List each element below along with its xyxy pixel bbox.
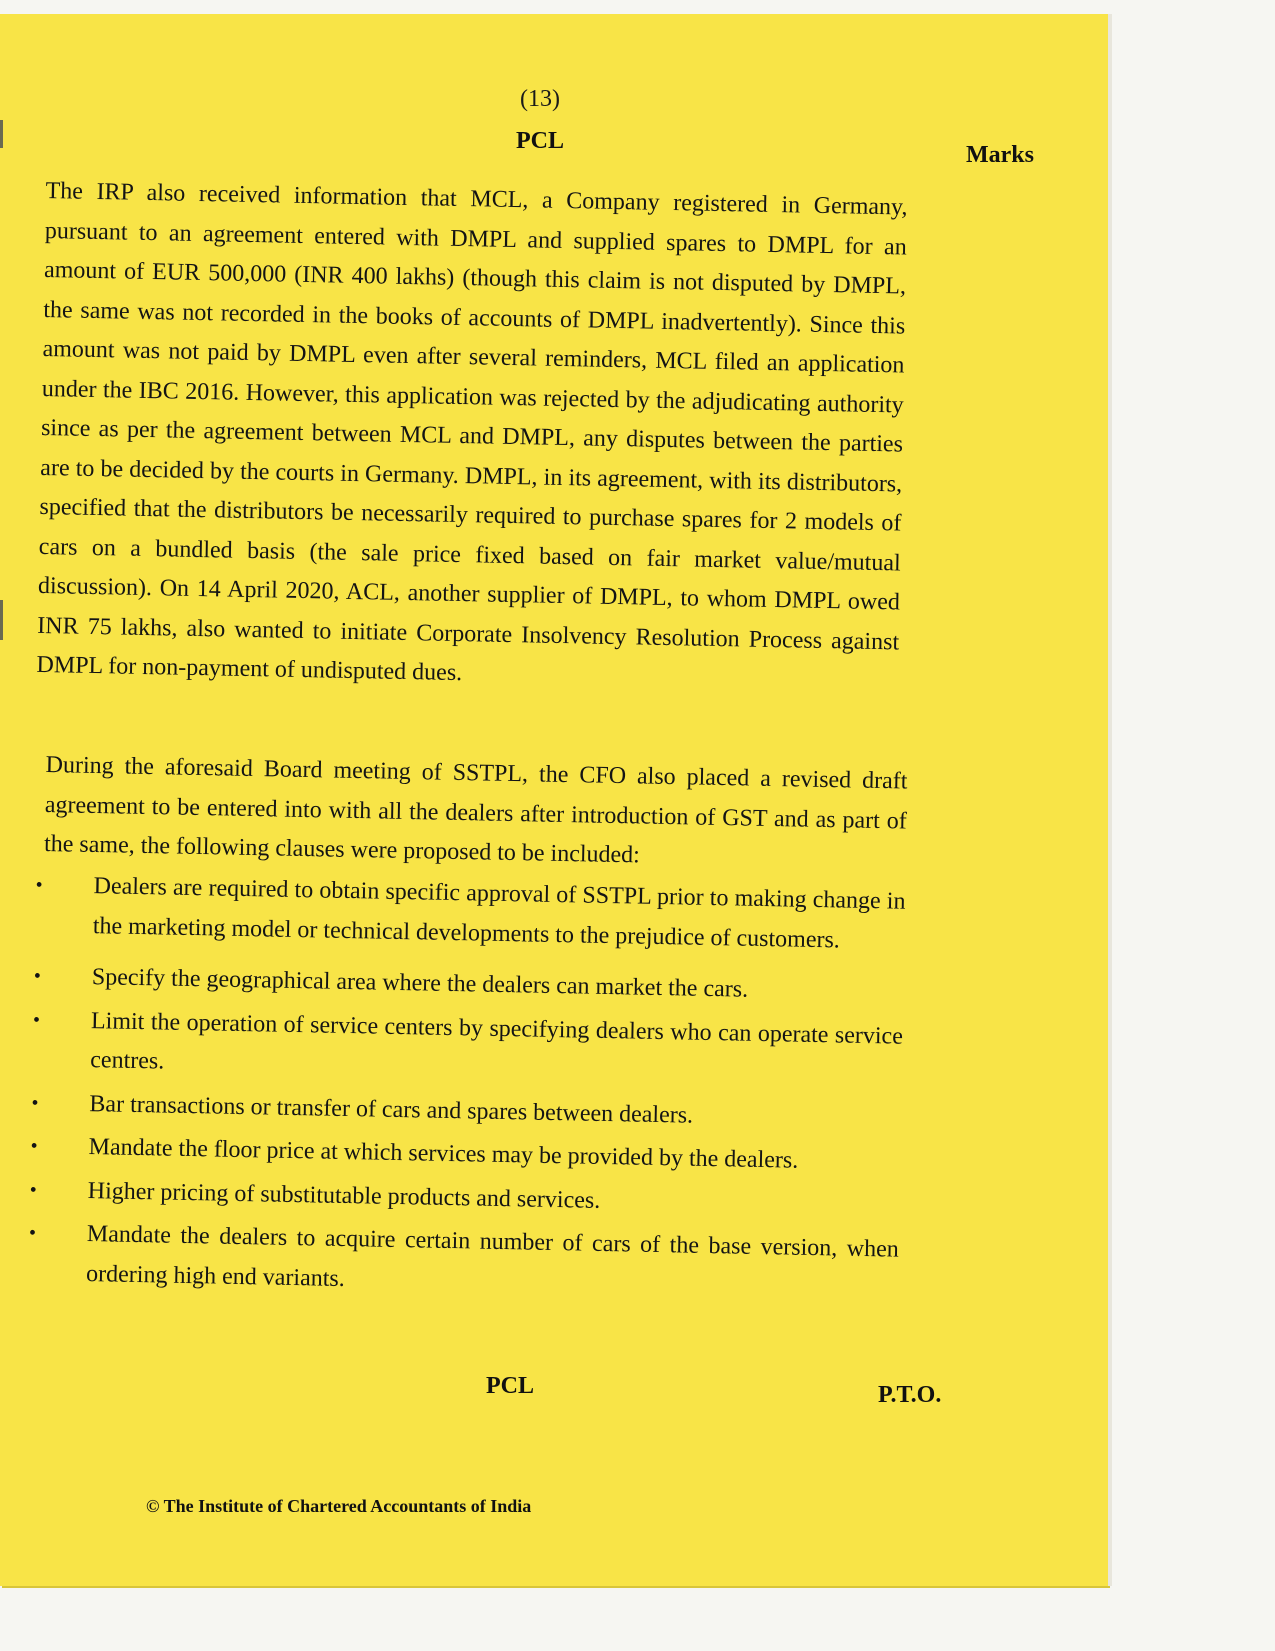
bullet-icon: • (29, 1178, 38, 1201)
bullet-icon: • (32, 1008, 41, 1031)
bullet-icon: • (30, 1134, 38, 1158)
clause-text: Higher pricing of substitutable products and services. (87, 1177, 601, 1214)
copyright-notice: © The Institute of Chartered Accountants of India (146, 1496, 532, 1516)
page-edge (1108, 14, 1112, 1586)
list-item (34, 866, 905, 962)
proposed-clauses-list (28, 866, 906, 1310)
paper-code-footer: PCL (486, 1373, 534, 1399)
list-item (28, 1214, 899, 1310)
bullet-icon: • (33, 964, 42, 988)
please-turn-over: P.T.O. (878, 1382, 942, 1408)
clause-text: Limit the operation of service centers by specifying dealers who can operate service centres. (90, 1007, 904, 1075)
paragraph-irp-information: The IRP also received information that MCL, a Company registered in Germany, pursuant to an agreement entered with DMPL and supplied spares to DMPL for an amount of EUR 500,000 (INR 400 lakhs) (though this claim is not disputed by DMPL, the same was not recorded in the books of accounts of DMPL inadvertently). Since this amount was not paid by DMPL even after several reminders, MCL filed an application under the IBC 2016. However, this application was rejected by the adjudicating authority since as per the agreement between MCL and DMPL, any disputes between the parties are to be decided by the courts in Germany. DMPL, in its agreement, with its distributors, specified that the distributors be necessarily required to purchase spares for 2 models of cars on a bundled basis (the sale price fixed based on fair market value/mutual discussion). On 14 April 2020, ACL, another supplier of DMPL, to whom DMPL owed INR 75 lakhs, also wanted to initiate Corporate Insolvency Resolution Process against DMPL for non-payment of undisputed dues. (36, 177, 908, 687)
paper-code-header: PCL (516, 128, 564, 154)
bullet-icon: • (31, 1091, 39, 1114)
marks-column-label: Marks (966, 142, 1034, 168)
paragraph-board-meeting: During the aforesaid Board meeting of SSTPL, the CFO also placed a revised draft agreement to be entered into with all the dealers after introduction of GST and as part of the same, the following clauses were proposed to be included: (43, 751, 908, 869)
clause-text: Mandate the floor price at which services may be provided by the dealers. (88, 1134, 799, 1174)
bullet-icon: • (35, 873, 43, 897)
scan-mark (0, 600, 3, 640)
clause-text: Bar transactions or transfer of cars and spares between dealers. (89, 1090, 694, 1129)
bullet-icon: • (28, 1221, 37, 1245)
list-item (32, 1000, 903, 1096)
clause-text: Specify the geographical area where the dealers can market the cars. (91, 964, 749, 1003)
clause-text: Dealers are required to obtain specific approval of SSTPL prior to making change in the marketing model or technical developments to the prejudice of customers. (92, 873, 906, 953)
page-number: (13) (520, 86, 560, 112)
clause-text: Mandate the dealers to acquire certain number of cars of the base version, when ordering high end variants. (85, 1221, 900, 1292)
